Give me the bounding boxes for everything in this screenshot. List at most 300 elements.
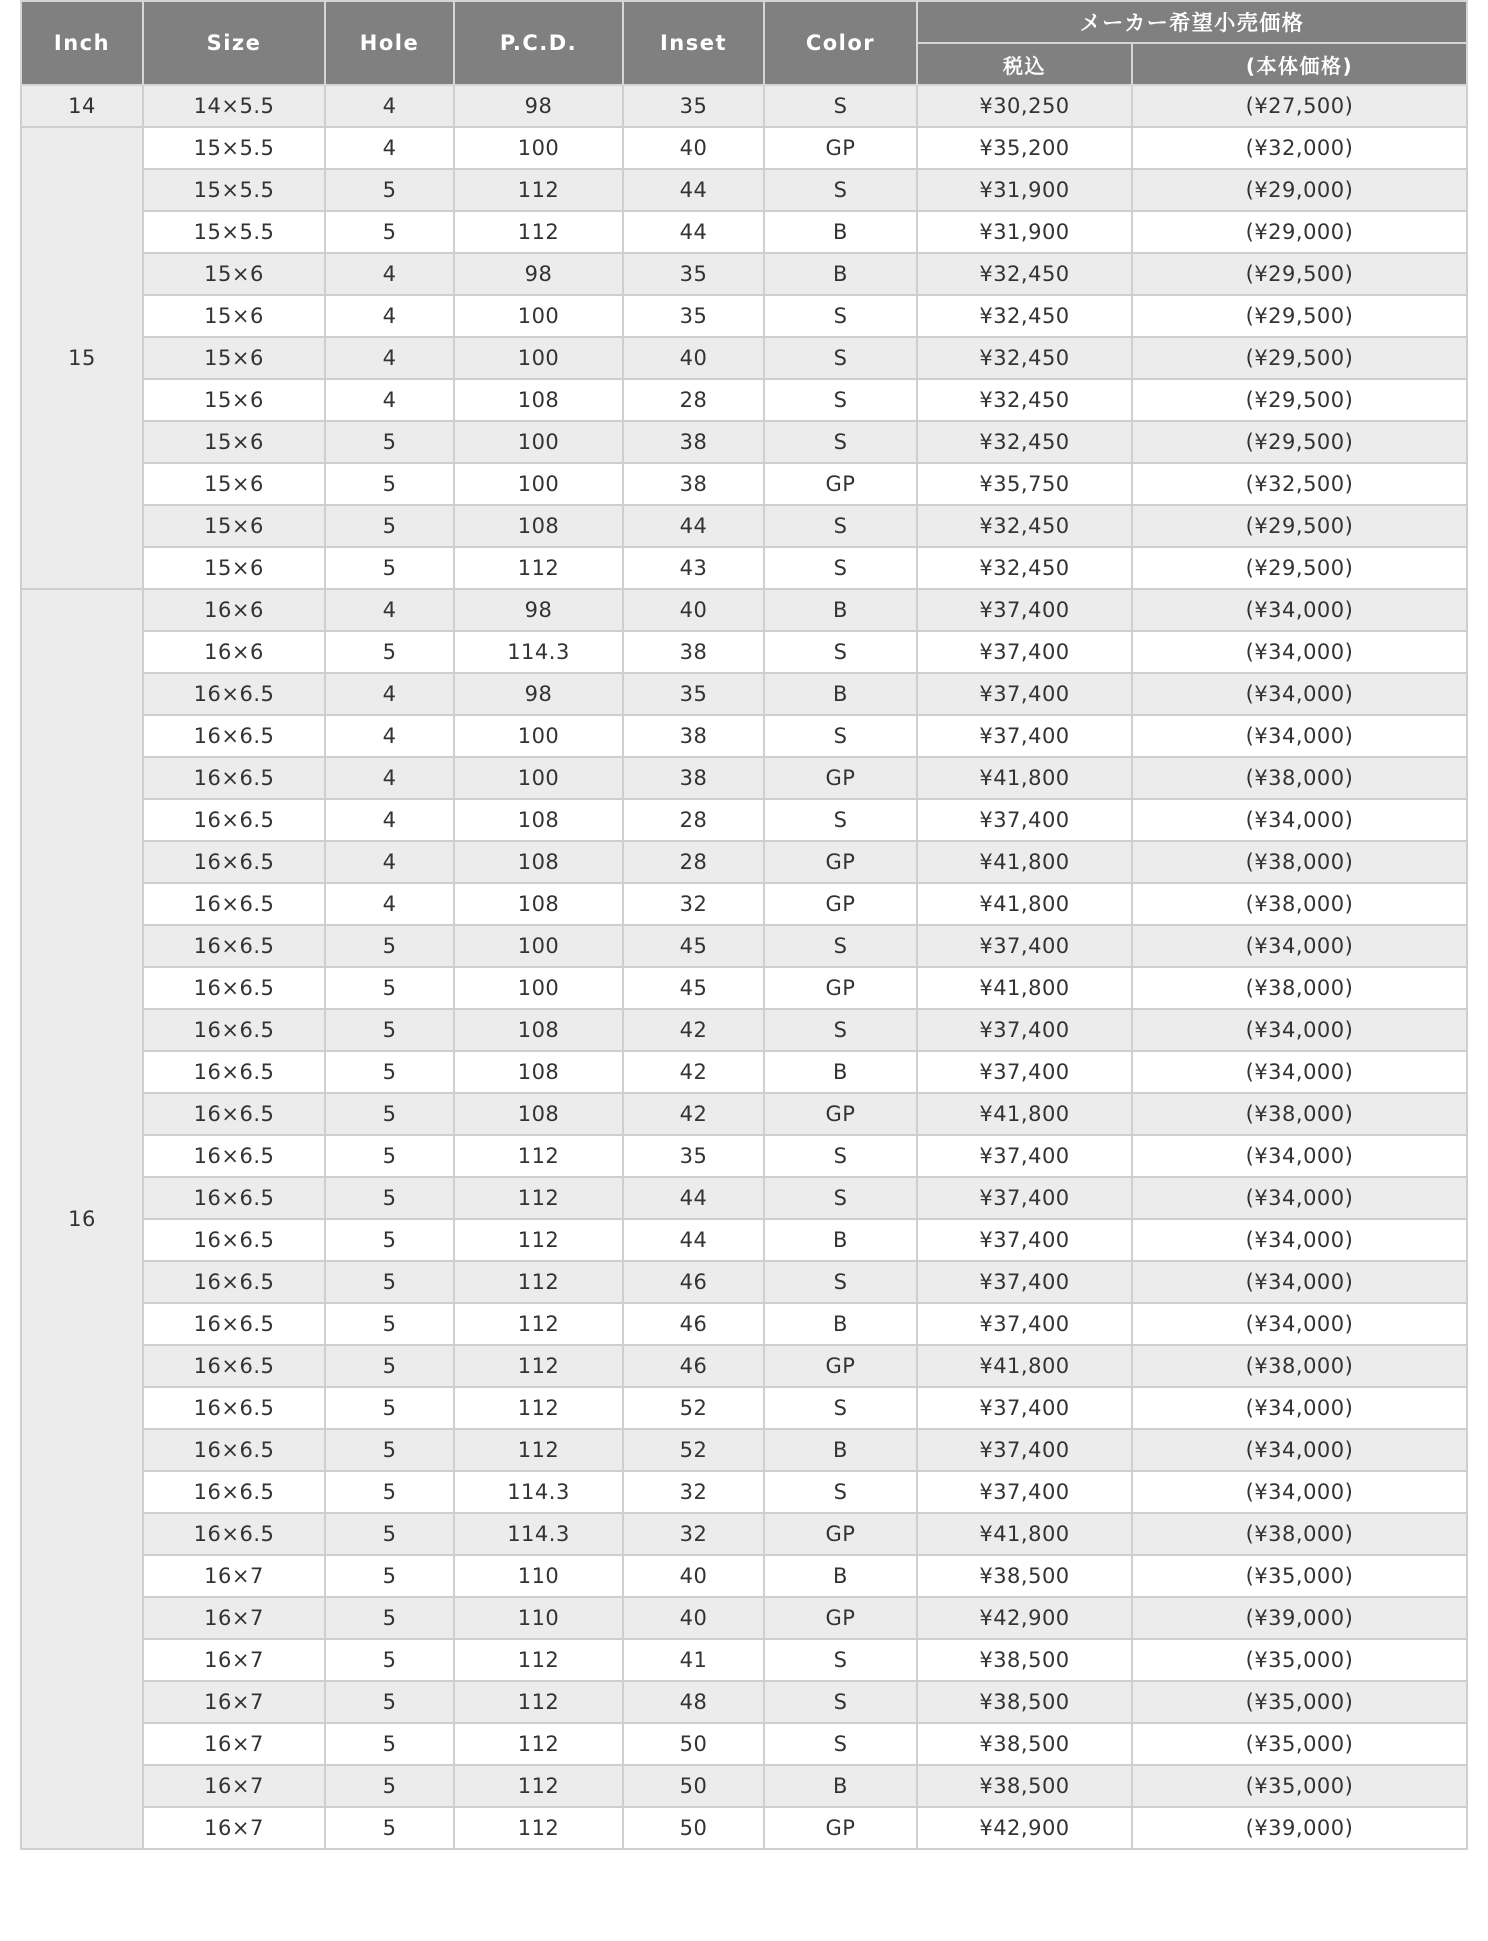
cell-price-tax-included: ¥37,400 <box>917 1387 1132 1429</box>
cell-price-tax-included: ¥37,400 <box>917 1051 1132 1093</box>
cell-pcd: 112 <box>454 1387 623 1429</box>
cell-hole: 4 <box>325 253 454 295</box>
cell-hole: 5 <box>325 1681 454 1723</box>
cell-hole: 5 <box>325 547 454 589</box>
cell-inset: 40 <box>623 589 764 631</box>
cell-pcd: 112 <box>454 1219 623 1261</box>
cell-inset: 48 <box>623 1681 764 1723</box>
cell-price-base: (¥34,000) <box>1132 1135 1467 1177</box>
cell-price-tax-included: ¥41,800 <box>917 1345 1132 1387</box>
cell-inset: 46 <box>623 1345 764 1387</box>
cell-pcd: 112 <box>454 169 623 211</box>
cell-pcd: 112 <box>454 1723 623 1765</box>
table-row <box>21 1135 1467 1177</box>
cell-color: S <box>764 631 917 673</box>
cell-size: 16×6.5 <box>143 841 325 883</box>
cell-price-tax-included: ¥38,500 <box>917 1681 1132 1723</box>
cell-hole: 5 <box>325 1177 454 1219</box>
cell-inset: 42 <box>623 1093 764 1135</box>
cell-inset: 44 <box>623 1177 764 1219</box>
cell-price-tax-included: ¥37,400 <box>917 1261 1132 1303</box>
cell-color: GP <box>764 841 917 883</box>
cell-color: S <box>764 85 917 127</box>
cell-pcd: 110 <box>454 1555 623 1597</box>
cell-size: 16×6.5 <box>143 883 325 925</box>
cell-pcd: 100 <box>454 295 623 337</box>
cell-price-base: (¥34,000) <box>1132 1471 1467 1513</box>
cell-size: 16×7 <box>143 1681 325 1723</box>
cell-price-base: (¥29,500) <box>1132 547 1467 589</box>
cell-hole: 4 <box>325 85 454 127</box>
table-row <box>21 1387 1467 1429</box>
cell-price-tax-included: ¥41,800 <box>917 883 1132 925</box>
cell-hole: 5 <box>325 1051 454 1093</box>
cell-pcd: 112 <box>454 211 623 253</box>
table-row <box>21 715 1467 757</box>
cell-pcd: 98 <box>454 589 623 631</box>
cell-pcd: 100 <box>454 715 623 757</box>
cell-size: 16×6.5 <box>143 1135 325 1177</box>
cell-pcd: 112 <box>454 547 623 589</box>
cell-hole: 4 <box>325 589 454 631</box>
cell-color: S <box>764 1639 917 1681</box>
cell-color: S <box>764 799 917 841</box>
cell-color: S <box>764 547 917 589</box>
cell-color: S <box>764 1471 917 1513</box>
cell-inset: 44 <box>623 169 764 211</box>
cell-color: S <box>764 1009 917 1051</box>
cell-inset: 45 <box>623 925 764 967</box>
cell-size: 16×6.5 <box>143 757 325 799</box>
cell-size: 15×5.5 <box>143 211 325 253</box>
table-row <box>21 1513 1467 1555</box>
cell-inset: 38 <box>623 631 764 673</box>
cell-price-tax-included: ¥32,450 <box>917 253 1132 295</box>
table-body <box>21 85 1467 1849</box>
cell-inset: 35 <box>623 673 764 715</box>
cell-color: GP <box>764 127 917 169</box>
cell-hole: 5 <box>325 1093 454 1135</box>
cell-price-base: (¥38,000) <box>1132 967 1467 1009</box>
cell-size: 16×6.5 <box>143 1261 325 1303</box>
cell-size: 16×6.5 <box>143 1177 325 1219</box>
cell-hole: 5 <box>325 1261 454 1303</box>
cell-color: S <box>764 1387 917 1429</box>
cell-price-tax-included: ¥41,800 <box>917 967 1132 1009</box>
header-inset: Inset <box>623 1 764 85</box>
cell-pcd: 108 <box>454 1051 623 1093</box>
cell-hole: 4 <box>325 883 454 925</box>
cell-pcd: 112 <box>454 1135 623 1177</box>
cell-size: 16×7 <box>143 1765 325 1807</box>
table-row <box>21 1765 1467 1807</box>
cell-size: 16×6.5 <box>143 1009 325 1051</box>
cell-color: B <box>764 253 917 295</box>
cell-inset: 40 <box>623 337 764 379</box>
cell-pcd: 110 <box>454 1597 623 1639</box>
cell-price-tax-included: ¥35,200 <box>917 127 1132 169</box>
table-row <box>21 1303 1467 1345</box>
cell-hole: 5 <box>325 1429 454 1471</box>
header-pcd: P.C.D. <box>454 1 623 85</box>
cell-inch: 15 <box>21 127 143 589</box>
cell-price-tax-included: ¥41,800 <box>917 841 1132 883</box>
cell-price-base: (¥34,000) <box>1132 1219 1467 1261</box>
header-inch: Inch <box>21 1 143 85</box>
cell-inset: 35 <box>623 253 764 295</box>
cell-price-base: (¥32,500) <box>1132 463 1467 505</box>
cell-price-tax-included: ¥37,400 <box>917 1219 1132 1261</box>
cell-pcd: 108 <box>454 1009 623 1051</box>
cell-price-base: (¥35,000) <box>1132 1555 1467 1597</box>
cell-size: 15×5.5 <box>143 127 325 169</box>
cell-price-base: (¥34,000) <box>1132 1051 1467 1093</box>
cell-color: S <box>764 715 917 757</box>
header-tax-included: 税込 <box>917 43 1132 85</box>
cell-pcd: 98 <box>454 85 623 127</box>
cell-inch: 14 <box>21 85 143 127</box>
cell-inset: 44 <box>623 505 764 547</box>
table-header <box>21 1 1467 85</box>
header-hole: Hole <box>325 1 454 85</box>
cell-size: 16×6.5 <box>143 925 325 967</box>
cell-color: S <box>764 1261 917 1303</box>
table-row <box>21 463 1467 505</box>
cell-price-tax-included: ¥31,900 <box>917 169 1132 211</box>
table-row <box>21 1429 1467 1471</box>
cell-price-tax-included: ¥37,400 <box>917 799 1132 841</box>
cell-price-tax-included: ¥38,500 <box>917 1723 1132 1765</box>
cell-price-base: (¥34,000) <box>1132 1429 1467 1471</box>
cell-inset: 44 <box>623 211 764 253</box>
cell-size: 16×7 <box>143 1723 325 1765</box>
cell-inset: 43 <box>623 547 764 589</box>
cell-inset: 44 <box>623 1219 764 1261</box>
cell-color: S <box>764 379 917 421</box>
cell-color: B <box>764 1219 917 1261</box>
cell-size: 15×6 <box>143 463 325 505</box>
cell-price-tax-included: ¥32,450 <box>917 505 1132 547</box>
cell-color: S <box>764 421 917 463</box>
table-row <box>21 1555 1467 1597</box>
cell-price-base: (¥34,000) <box>1132 1261 1467 1303</box>
cell-size: 15×6 <box>143 253 325 295</box>
cell-pcd: 114.3 <box>454 1471 623 1513</box>
cell-pcd: 112 <box>454 1303 623 1345</box>
table-row <box>21 589 1467 631</box>
cell-hole: 5 <box>325 505 454 547</box>
cell-hole: 5 <box>325 1009 454 1051</box>
cell-inset: 28 <box>623 841 764 883</box>
table-row <box>21 1639 1467 1681</box>
cell-hole: 4 <box>325 715 454 757</box>
table-row <box>21 841 1467 883</box>
cell-color: S <box>764 505 917 547</box>
cell-price-base: (¥29,500) <box>1132 505 1467 547</box>
cell-price-tax-included: ¥41,800 <box>917 1093 1132 1135</box>
cell-hole: 5 <box>325 169 454 211</box>
cell-hole: 5 <box>325 925 454 967</box>
cell-inset: 38 <box>623 463 764 505</box>
cell-inset: 42 <box>623 1009 764 1051</box>
cell-hole: 5 <box>325 1723 454 1765</box>
cell-inset: 35 <box>623 1135 764 1177</box>
table-row <box>21 253 1467 295</box>
table-row <box>21 211 1467 253</box>
table-row <box>21 967 1467 1009</box>
cell-size: 16×6 <box>143 631 325 673</box>
cell-price-tax-included: ¥37,400 <box>917 925 1132 967</box>
cell-color: S <box>764 1135 917 1177</box>
header-size: Size <box>143 1 325 85</box>
cell-size: 16×6.5 <box>143 1471 325 1513</box>
cell-size: 15×6 <box>143 421 325 463</box>
cell-inset: 46 <box>623 1261 764 1303</box>
cell-pcd: 112 <box>454 1177 623 1219</box>
cell-inset: 35 <box>623 295 764 337</box>
cell-pcd: 114.3 <box>454 631 623 673</box>
cell-hole: 4 <box>325 673 454 715</box>
cell-price-tax-included: ¥37,400 <box>917 673 1132 715</box>
cell-pcd: 112 <box>454 1345 623 1387</box>
cell-size: 15×6 <box>143 547 325 589</box>
cell-color: GP <box>764 1513 917 1555</box>
cell-inset: 46 <box>623 1303 764 1345</box>
cell-size: 16×6 <box>143 589 325 631</box>
cell-price-tax-included: ¥42,900 <box>917 1597 1132 1639</box>
cell-price-base: (¥38,000) <box>1132 841 1467 883</box>
cell-color: B <box>764 673 917 715</box>
table-row <box>21 631 1467 673</box>
cell-size: 16×7 <box>143 1555 325 1597</box>
cell-size: 16×6.5 <box>143 1387 325 1429</box>
cell-pcd: 108 <box>454 841 623 883</box>
cell-price-base: (¥35,000) <box>1132 1723 1467 1765</box>
cell-size: 16×6.5 <box>143 1303 325 1345</box>
cell-pcd: 108 <box>454 379 623 421</box>
cell-price-base: (¥38,000) <box>1132 1513 1467 1555</box>
cell-color: B <box>764 589 917 631</box>
cell-price-tax-included: ¥37,400 <box>917 589 1132 631</box>
cell-color: B <box>764 211 917 253</box>
table-row <box>21 1597 1467 1639</box>
cell-pcd: 112 <box>454 1765 623 1807</box>
cell-price-base: (¥29,500) <box>1132 379 1467 421</box>
cell-color: GP <box>764 1597 917 1639</box>
cell-hole: 5 <box>325 1513 454 1555</box>
cell-size: 16×7 <box>143 1639 325 1681</box>
cell-inset: 32 <box>623 1471 764 1513</box>
table-row <box>21 883 1467 925</box>
cell-price-tax-included: ¥38,500 <box>917 1555 1132 1597</box>
cell-inset: 40 <box>623 1555 764 1597</box>
cell-hole: 4 <box>325 127 454 169</box>
cell-hole: 5 <box>325 1135 454 1177</box>
cell-price-tax-included: ¥30,250 <box>917 85 1132 127</box>
cell-color: S <box>764 1177 917 1219</box>
table-row <box>21 85 1467 127</box>
cell-color: GP <box>764 1807 917 1849</box>
cell-inset: 42 <box>623 1051 764 1093</box>
cell-size: 16×7 <box>143 1807 325 1849</box>
cell-inset: 40 <box>623 1597 764 1639</box>
cell-price-base: (¥34,000) <box>1132 1303 1467 1345</box>
cell-inset: 41 <box>623 1639 764 1681</box>
cell-price-base: (¥34,000) <box>1132 1387 1467 1429</box>
cell-price-tax-included: ¥37,400 <box>917 1471 1132 1513</box>
cell-price-tax-included: ¥41,800 <box>917 757 1132 799</box>
cell-inset: 50 <box>623 1765 764 1807</box>
cell-hole: 4 <box>325 799 454 841</box>
cell-hole: 5 <box>325 211 454 253</box>
cell-pcd: 98 <box>454 673 623 715</box>
cell-price-base: (¥38,000) <box>1132 1093 1467 1135</box>
cell-price-tax-included: ¥37,400 <box>917 1429 1132 1471</box>
cell-inset: 45 <box>623 967 764 1009</box>
cell-hole: 5 <box>325 1471 454 1513</box>
table-row <box>21 547 1467 589</box>
cell-pcd: 100 <box>454 967 623 1009</box>
cell-pcd: 100 <box>454 463 623 505</box>
cell-hole: 5 <box>325 1387 454 1429</box>
cell-pcd: 112 <box>454 1807 623 1849</box>
header-base-price: (本体価格) <box>1132 43 1467 85</box>
cell-hole: 5 <box>325 1219 454 1261</box>
cell-size: 16×6.5 <box>143 673 325 715</box>
cell-inset: 52 <box>623 1429 764 1471</box>
cell-hole: 5 <box>325 1639 454 1681</box>
table-row <box>21 1681 1467 1723</box>
cell-size: 15×6 <box>143 379 325 421</box>
cell-price-base: (¥29,500) <box>1132 253 1467 295</box>
cell-price-tax-included: ¥32,450 <box>917 547 1132 589</box>
cell-hole: 4 <box>325 379 454 421</box>
cell-price-base: (¥29,500) <box>1132 337 1467 379</box>
table-row <box>21 1219 1467 1261</box>
cell-hole: 5 <box>325 1765 454 1807</box>
cell-price-tax-included: ¥37,400 <box>917 1303 1132 1345</box>
cell-price-tax-included: ¥37,400 <box>917 1009 1132 1051</box>
table-row <box>21 799 1467 841</box>
cell-pcd: 108 <box>454 799 623 841</box>
cell-color: GP <box>764 883 917 925</box>
cell-price-base: (¥34,000) <box>1132 799 1467 841</box>
cell-inset: 38 <box>623 421 764 463</box>
cell-price-tax-included: ¥37,400 <box>917 715 1132 757</box>
cell-price-tax-included: ¥32,450 <box>917 379 1132 421</box>
cell-pcd: 112 <box>454 1639 623 1681</box>
cell-pcd: 100 <box>454 337 623 379</box>
cell-color: GP <box>764 463 917 505</box>
cell-pcd: 112 <box>454 1261 623 1303</box>
cell-pcd: 108 <box>454 1093 623 1135</box>
cell-size: 16×6.5 <box>143 799 325 841</box>
cell-hole: 4 <box>325 841 454 883</box>
cell-pcd: 100 <box>454 421 623 463</box>
table-row <box>21 505 1467 547</box>
cell-hole: 5 <box>325 967 454 1009</box>
cell-pcd: 98 <box>454 253 623 295</box>
cell-size: 16×6.5 <box>143 1219 325 1261</box>
table-row <box>21 1471 1467 1513</box>
cell-price-base: (¥34,000) <box>1132 589 1467 631</box>
cell-size: 16×7 <box>143 1597 325 1639</box>
cell-price-tax-included: ¥37,400 <box>917 1135 1132 1177</box>
table-row <box>21 925 1467 967</box>
header-color: Color <box>764 1 917 85</box>
cell-color: S <box>764 295 917 337</box>
table-row <box>21 1723 1467 1765</box>
cell-price-base: (¥34,000) <box>1132 673 1467 715</box>
table-row <box>21 1177 1467 1219</box>
cell-size: 15×6 <box>143 337 325 379</box>
table-row <box>21 421 1467 463</box>
cell-color: S <box>764 1681 917 1723</box>
cell-color: S <box>764 337 917 379</box>
header-price-group: メーカー希望小売価格 <box>917 1 1467 43</box>
cell-price-base: (¥34,000) <box>1132 715 1467 757</box>
cell-hole: 5 <box>325 1303 454 1345</box>
cell-price-tax-included: ¥42,900 <box>917 1807 1132 1849</box>
cell-inset: 38 <box>623 757 764 799</box>
cell-inset: 40 <box>623 127 764 169</box>
cell-price-base: (¥32,000) <box>1132 127 1467 169</box>
table-row <box>21 169 1467 211</box>
cell-price-base: (¥34,000) <box>1132 631 1467 673</box>
cell-price-base: (¥34,000) <box>1132 1009 1467 1051</box>
cell-price-tax-included: ¥32,450 <box>917 337 1132 379</box>
cell-price-base: (¥39,000) <box>1132 1807 1467 1849</box>
cell-size: 16×6.5 <box>143 1345 325 1387</box>
cell-inset: 32 <box>623 883 764 925</box>
cell-inset: 28 <box>623 799 764 841</box>
table-row <box>21 757 1467 799</box>
cell-pcd: 100 <box>454 757 623 799</box>
cell-size: 16×6.5 <box>143 1093 325 1135</box>
cell-inset: 50 <box>623 1723 764 1765</box>
wheel-spec-price-table <box>20 0 1468 1850</box>
cell-price-tax-included: ¥37,400 <box>917 1177 1132 1219</box>
table-row <box>21 337 1467 379</box>
cell-price-base: (¥29,500) <box>1132 295 1467 337</box>
cell-size: 15×6 <box>143 295 325 337</box>
cell-color: S <box>764 925 917 967</box>
cell-color: GP <box>764 1093 917 1135</box>
table-row <box>21 1093 1467 1135</box>
cell-inset: 32 <box>623 1513 764 1555</box>
cell-hole: 4 <box>325 337 454 379</box>
cell-color: GP <box>764 1345 917 1387</box>
cell-size: 15×6 <box>143 505 325 547</box>
cell-price-base: (¥34,000) <box>1132 925 1467 967</box>
cell-size: 14×5.5 <box>143 85 325 127</box>
cell-color: B <box>764 1051 917 1093</box>
cell-price-tax-included: ¥38,500 <box>917 1765 1132 1807</box>
cell-pcd: 114.3 <box>454 1513 623 1555</box>
cell-size: 16×6.5 <box>143 1051 325 1093</box>
cell-price-base: (¥29,500) <box>1132 421 1467 463</box>
cell-size: 15×5.5 <box>143 169 325 211</box>
table-row <box>21 1807 1467 1849</box>
cell-hole: 5 <box>325 1807 454 1849</box>
cell-pcd: 112 <box>454 1681 623 1723</box>
cell-color: B <box>764 1429 917 1471</box>
cell-price-base: (¥29,000) <box>1132 211 1467 253</box>
cell-price-tax-included: ¥41,800 <box>917 1513 1132 1555</box>
cell-pcd: 100 <box>454 925 623 967</box>
cell-color: B <box>764 1555 917 1597</box>
cell-inch: 16 <box>21 589 143 1849</box>
